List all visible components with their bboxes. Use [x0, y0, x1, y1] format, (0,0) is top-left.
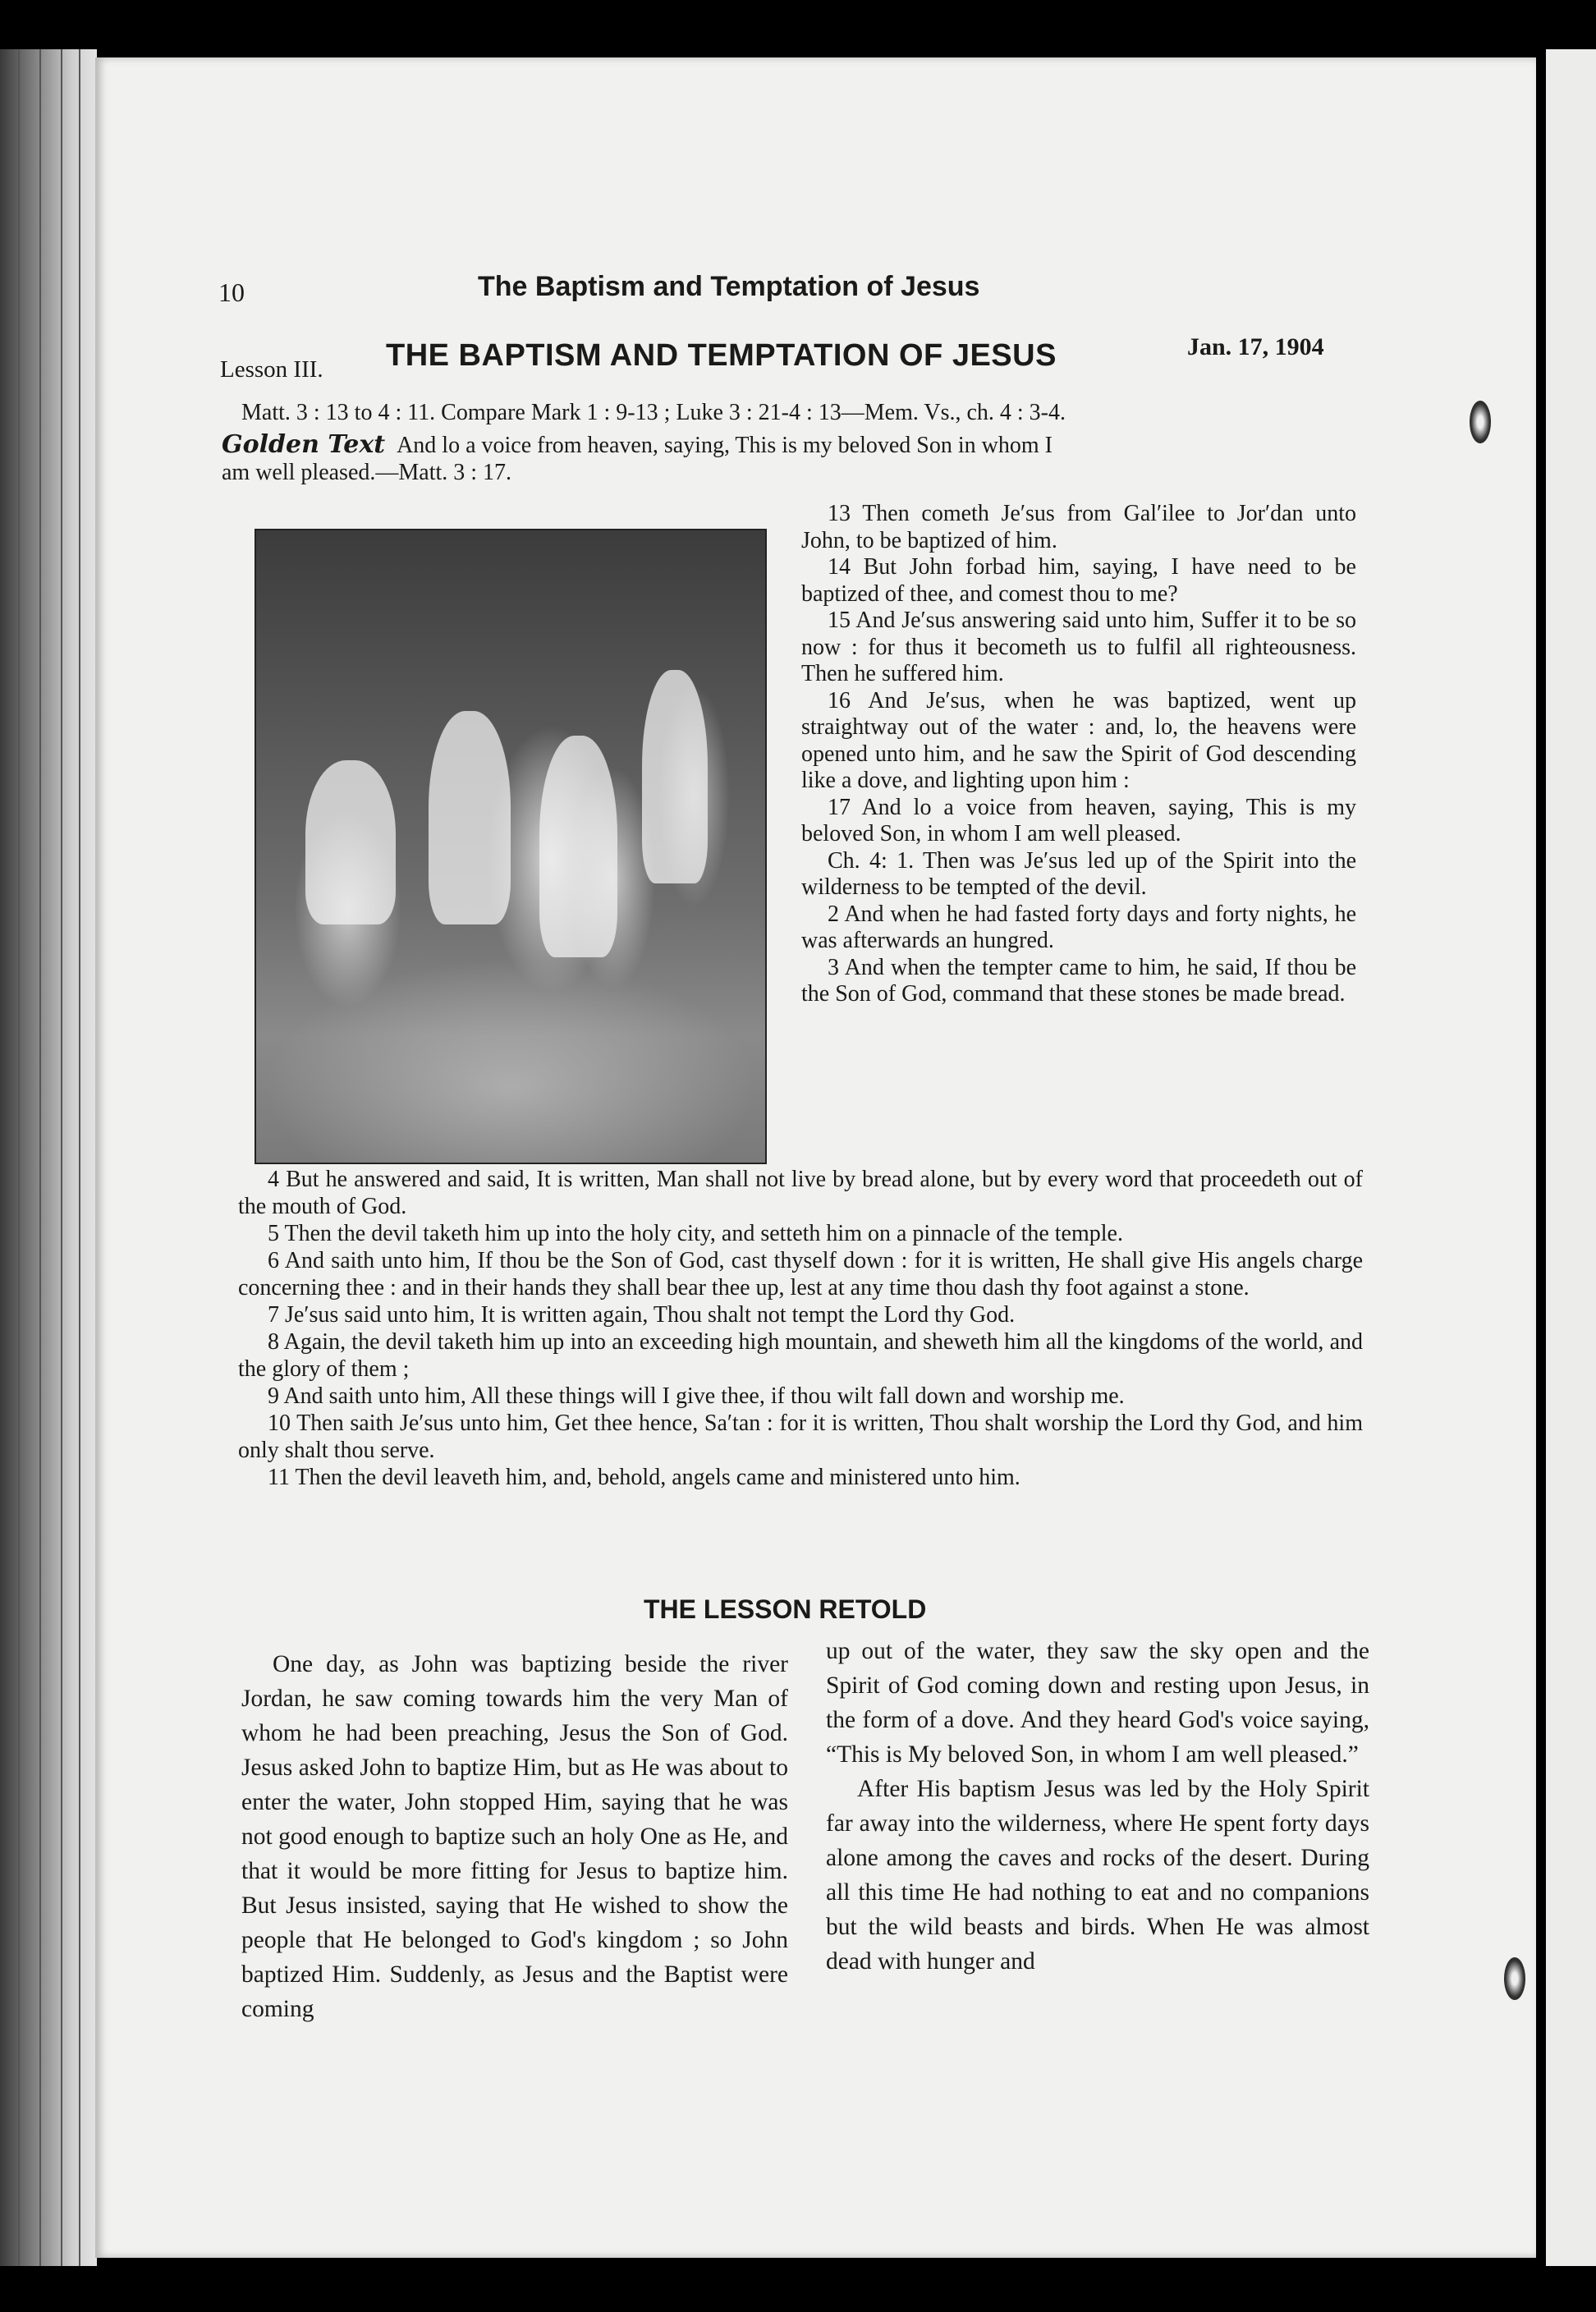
scripture-references: Matt. 3 : 13 to 4 : 11. Compare Mark 1 : 9-13 ; Luke 3 : 21-4 : 13—Mem. Vs., ch. 4 : 3-4. — [241, 400, 1066, 425]
verse: 9 And saith unto him, All these things will I give thee, if thou wilt fall down and worship me. — [268, 1383, 1125, 1409]
facing-page-edge — [1546, 49, 1596, 2266]
verse: 3 And when the tempter came to him, he said, If thou be the Son of God, command that these stones be made bread. — [801, 954, 1356, 1007]
retold-right-paragraph-1: up out of the water, they saw the sky open and the Spirit of God coming down and resting upon Jesus, in the form of a dove. And they heard God's voice saying, “This is My beloved Son, in whom I am well pleased.” — [826, 1638, 1369, 1768]
lesson-label: Lesson III. — [220, 356, 323, 383]
golden-text-label: Golden Text — [222, 430, 386, 459]
retold-title: THE LESSON RETOLD — [644, 1594, 927, 1624]
verse: 4 But he answered and said, It is written, Man shall not live by bread alone, but by every word that proceedeth out of the mouth of God. — [238, 1167, 1363, 1219]
verse: 8 Again, the devil taketh him up into an exceeding high mountain, and sheweth him all the kingdoms of the world, and the glory of them ; — [238, 1329, 1363, 1382]
verse: Ch. 4: 1. Then was Je′sus led up of the Spirit into the wilderness to be tempted of the devil. — [801, 847, 1356, 900]
binding-hole-bottom — [1504, 1957, 1525, 2000]
verse: 15 And Je′sus answering said unto him, Suffer it to be so now : for thus it becometh us to fulfil all righteousness. Then he suffered him. — [801, 608, 1356, 686]
verse: 6 And saith unto him, If thou be the Son of God, cast thyself down : for it is written, He shall give His angels charge concerning thee : and in their hands they shall bear thee up, lest at any time thou dash thy foot against a stone. — [238, 1248, 1363, 1300]
verse: 13 Then cometh Je′sus from Gal′ilee to Jor′dan unto John, to be baptized of him. — [801, 501, 1356, 553]
golden-text-line2: am well pleased.—Matt. 3 : 17. — [222, 460, 512, 485]
robed-figure — [642, 670, 708, 883]
lesson-title: THE BAPTISM AND TEMPTATION OF JESUS — [386, 338, 1057, 373]
retold-right-paragraph-2: After His baptism Jesus was led by the Holy Spirit far away into the wilderness, where He spent forty days alone among the caves and rocks of the desert. During all this time He had nothing to eat and no companions but the wild beasts and birds. When He was almost dead with hunger and — [826, 1776, 1369, 1975]
binding-hole-top — [1470, 401, 1491, 443]
robed-figure — [539, 736, 617, 957]
verse: 11 Then the devil leaveth him, and, behold, angels came and ministered unto him. — [268, 1465, 1020, 1490]
golden-text — [222, 431, 1363, 486]
lesson-date: Jan. 17, 1904 — [1187, 333, 1324, 360]
verses-right-column — [801, 501, 1356, 1008]
golden-text-line1: And lo a voice from heaven, saying, This is my beloved Son in whom I — [397, 433, 1053, 458]
running-head: The Baptism and Temptation of Jesus — [478, 271, 980, 302]
verse: 5 Then the devil taketh him up into the holy city, and setteth him on a pinnacle of the temple. — [268, 1221, 1123, 1246]
robed-figure — [305, 760, 396, 924]
verse: 7 Je′sus said unto him, It is written again, Thou shalt not tempt the Lord thy God. — [268, 1302, 1016, 1328]
robed-figure — [429, 711, 511, 924]
verses-full-width — [238, 1166, 1363, 1491]
retold-left-paragraph: One day, as John was baptizing beside the river Jordan, he saw coming towards him the very Man of whom he had been preaching, Jesus the Son of God. Jesus asked John to baptize Him, but as He was about to enter the water, John stopped Him, saying that he was not good enough to baptize such an holy One as He, and that it would be more fitting for Jesus to baptize him. But Jesus insisted, saying that He wished to show the people that He belonged to God's kingdom ; so John baptized Him. Suddenly, as Jesus and the Baptist were coming — [241, 1651, 788, 2022]
verse: 14 But John forbad him, saying, I have need to be baptized of thee, and comest thou to me? — [801, 554, 1356, 607]
retold-left-column — [241, 1647, 788, 2026]
verse: 2 And when he had fasted forty days and forty nights, he was afterwards an hungred. — [801, 901, 1356, 953]
verse: 10 Then saith Je′sus unto him, Get thee hence, Sa′tan : for it is written, Thou shalt worship the Lord thy God, and him only shalt thou serve. — [238, 1411, 1363, 1463]
page-number: 10 — [218, 278, 245, 307]
book-binding — [0, 49, 97, 2266]
retold-right-column — [826, 1634, 1369, 1979]
baptism-illustration — [255, 529, 767, 1164]
verse: 17 And lo a voice from heaven, saying, This is my beloved Son, in whom I am well pleased. — [801, 794, 1356, 846]
verse: 16 And Je′sus, when he was baptized, went up straightway out of the water : and, lo, the heavens were opened unto him, and he saw the Spirit of God descending like a dove, and lighting upon him : — [801, 687, 1356, 793]
